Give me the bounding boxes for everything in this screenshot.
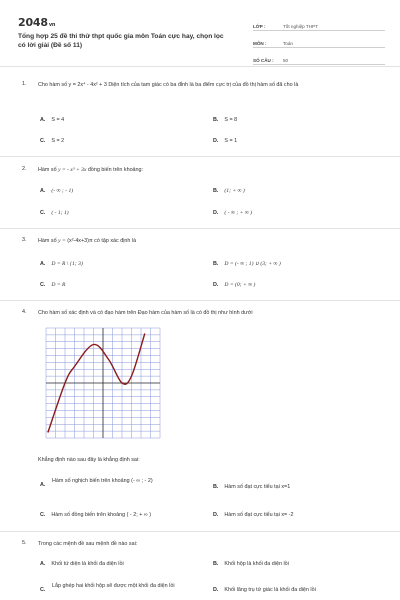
meta-row-count xyxy=(253,51,385,65)
question-text: Cho hàm số y = 2x⁴ - 4x² + 3 Diện tích của tam giác có ba đỉnh là ba điểm cực trị của đồ thị hàm số đã cho là xyxy=(38,82,299,88)
option-text: S = 8 xyxy=(224,117,238,123)
question-text-part: Hàm số xyxy=(38,238,59,244)
option-letter: C. xyxy=(40,138,46,144)
option-text: Hàm số đồng biến trên khoảng ( - 2; + ∞ ) xyxy=(51,512,151,518)
option-c[interactable] xyxy=(40,581,190,600)
meta-row-class xyxy=(253,17,385,31)
derivative-graph xyxy=(40,322,166,444)
option-letter: B. xyxy=(213,561,219,567)
option-letter: B. xyxy=(213,484,219,490)
option-b[interactable] xyxy=(213,483,290,491)
option-d[interactable] xyxy=(213,281,255,289)
option-text: D = (0; + ∞ ) xyxy=(224,282,256,288)
option-d[interactable] xyxy=(213,137,237,145)
option-text: D = R xyxy=(51,282,66,288)
option-text: S = 1 xyxy=(224,138,238,144)
divider xyxy=(0,531,400,532)
option-b[interactable] xyxy=(213,187,245,195)
option-text: Khối hộp là khối đa diện lồi xyxy=(224,561,289,567)
site-logo[interactable] xyxy=(18,16,55,29)
question-number: 5. xyxy=(22,540,27,546)
logo-suffix: vn xyxy=(48,22,56,28)
option-letter: C. xyxy=(40,282,46,288)
option-d[interactable] xyxy=(213,511,293,519)
question-text: Trong các mệnh đề sau mệnh đề nào sai: xyxy=(38,541,138,547)
option-letter: B. xyxy=(213,117,219,123)
option-text: (1; + ∞ ) xyxy=(224,188,245,194)
option-letter: D. xyxy=(213,282,219,288)
divider xyxy=(0,156,400,157)
question-text-part: đồng biến trên khoảng: xyxy=(86,167,144,173)
option-text: ( - ∞ ; + ∞ ) xyxy=(224,210,252,216)
document-meta xyxy=(253,17,385,68)
option-letter: A. xyxy=(40,188,46,194)
question-text xyxy=(38,166,383,174)
option-a[interactable] xyxy=(40,116,64,124)
option-a[interactable] xyxy=(40,187,73,195)
graph-axes xyxy=(46,328,160,438)
option-letter: D. xyxy=(213,587,219,593)
option-a[interactable] xyxy=(40,260,83,268)
option-c[interactable] xyxy=(40,511,151,519)
meta-label: MÔN : xyxy=(253,41,267,46)
option-letter: C. xyxy=(40,210,46,216)
math-expression: y = xyxy=(58,238,66,244)
option-b[interactable] xyxy=(213,260,281,268)
option-text: ( - 1; 1) xyxy=(51,210,69,216)
option-b[interactable] xyxy=(213,116,237,124)
option-d[interactable] xyxy=(213,586,316,594)
question-number: 4. xyxy=(22,309,27,315)
math-expression: y = - x³ + 3x xyxy=(58,167,87,173)
question-statement: Khẳng định nào sau đây là khẳng định sai: xyxy=(38,457,140,463)
meta-value: Toán xyxy=(283,41,293,46)
meta-value: 50 xyxy=(283,58,289,63)
option-letter: C. xyxy=(40,587,46,593)
option-text: Khối tứ diện là khối đa diện lồi xyxy=(51,561,124,567)
divider xyxy=(0,300,400,301)
option-c[interactable] xyxy=(40,137,64,145)
question-text-part: (x²-4x+3)π có tập xác định là xyxy=(65,238,137,244)
option-text: D = (- ∞ ; 1) ∪ (3; + ∞ ) xyxy=(224,261,281,267)
option-text: D = R \ {1; 3} xyxy=(51,261,84,267)
option-letter: C. xyxy=(40,512,46,518)
question-number: 2. xyxy=(22,166,27,172)
option-letter: A. xyxy=(40,561,46,567)
option-text: (- ∞ ; - 1) xyxy=(51,188,74,194)
option-text: Khối lăng trụ tứ giác là khối đa diện lồi xyxy=(224,587,316,593)
option-text: Hàm số nghịch biến trên khoảng (- ∞ ; - 2) xyxy=(52,478,153,484)
option-text: S = 2 xyxy=(51,138,65,144)
option-d[interactable] xyxy=(213,209,252,217)
option-text: S = 4 xyxy=(51,117,65,123)
option-letter: A. xyxy=(40,261,46,267)
option-b[interactable] xyxy=(213,560,289,568)
question-number: 1. xyxy=(22,81,27,87)
option-letter: A. xyxy=(40,117,46,123)
meta-row-subject xyxy=(253,34,385,48)
option-c[interactable] xyxy=(40,281,65,289)
option-text: Lắp ghép hai khối hộp sẽ được một khối đa diện lồi xyxy=(52,583,175,589)
option-text: Hàm số đạt cực tiểu tại x=1 xyxy=(224,484,291,490)
meta-label: LỚP : xyxy=(253,24,266,29)
meta-label: SỐ CÂU : xyxy=(253,58,274,63)
divider xyxy=(0,228,400,229)
question-number: 3. xyxy=(22,237,27,243)
option-letter: B. xyxy=(213,188,219,194)
option-letter: D. xyxy=(213,210,219,216)
option-letter: D. xyxy=(213,512,219,518)
option-letter: A. xyxy=(40,482,46,488)
option-letter: B. xyxy=(213,261,219,267)
option-c[interactable] xyxy=(40,209,69,217)
question-text-part: Hàm số xyxy=(38,167,59,173)
option-letter: D. xyxy=(213,138,219,144)
option-a[interactable] xyxy=(40,560,124,568)
logo-text: 2048 xyxy=(18,16,48,29)
question-text: Cho hàm số xác định và có đạo hàm trên Đạo hàm của hàm số là có đồ thị như hình dưới xyxy=(38,310,253,316)
document-title: Tổng hợp 25 đề thi thử thpt quốc gia môn Toán cực hay, chọn lọc có lời giải (Đề số 11) xyxy=(18,33,224,49)
meta-value: Tốt nghiệp THPT xyxy=(283,24,318,29)
divider xyxy=(0,66,400,67)
question-text xyxy=(38,237,383,245)
option-a[interactable] xyxy=(40,475,190,495)
option-text: Hàm số đạt cực tiểu tại x= -2 xyxy=(224,512,294,518)
